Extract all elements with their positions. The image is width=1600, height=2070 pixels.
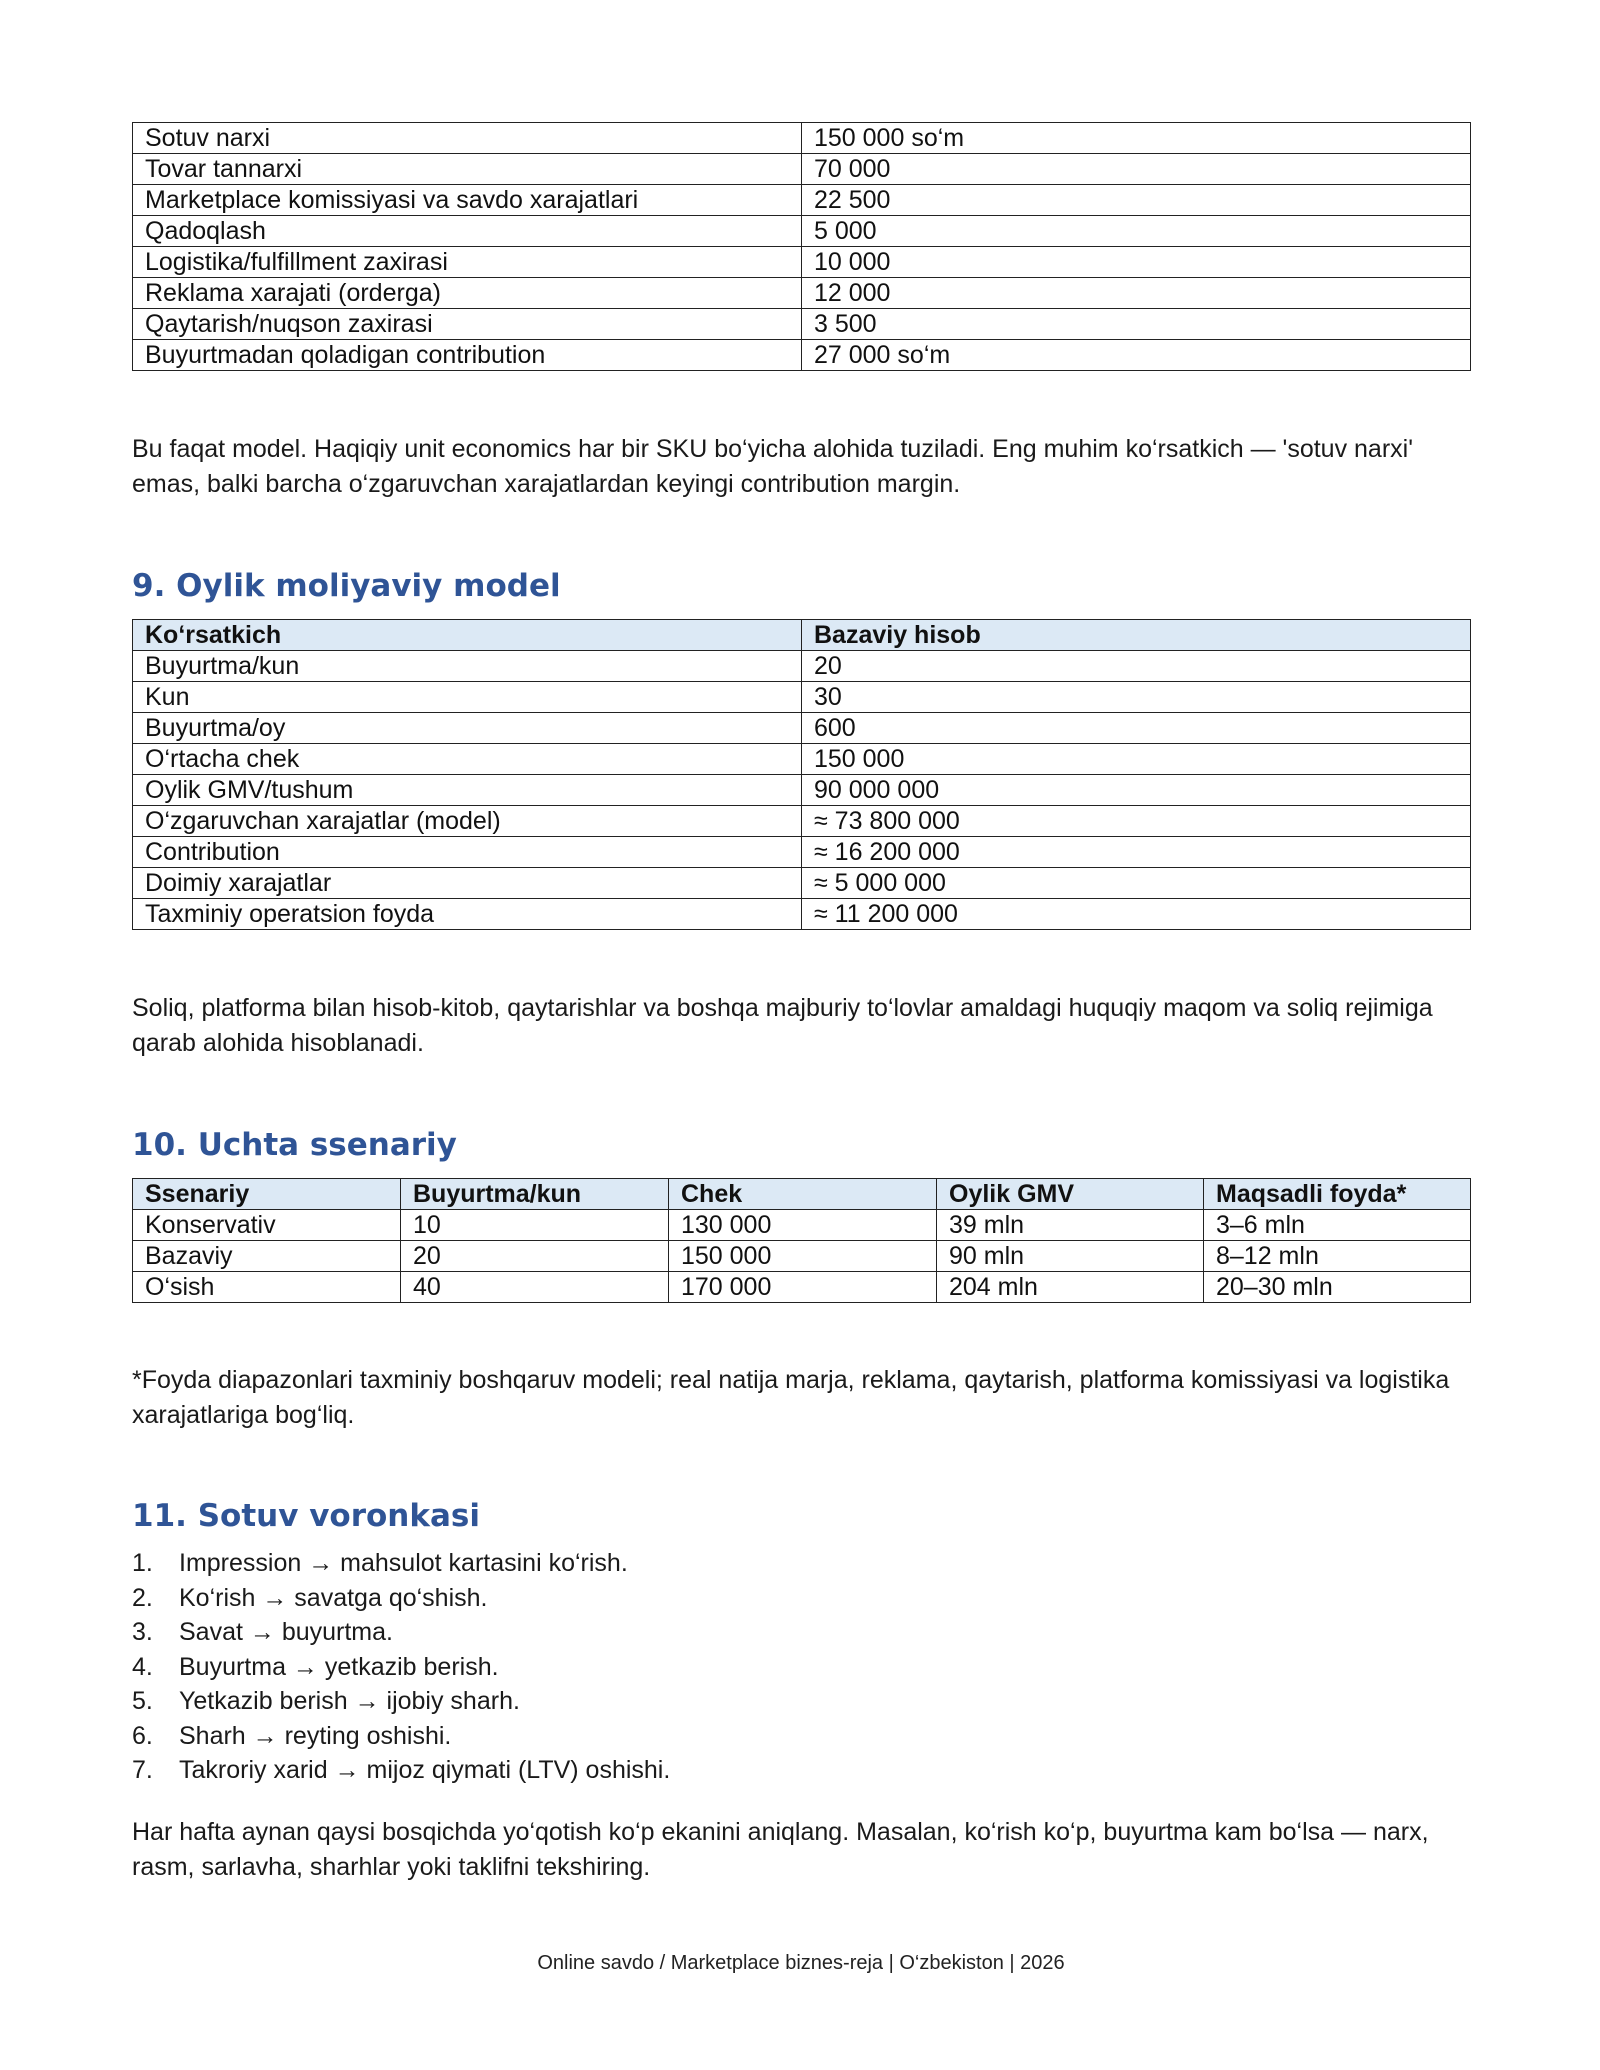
column-header: Maqsadli foyda* xyxy=(1204,1179,1471,1210)
table-cell: Bazaviy xyxy=(133,1241,401,1272)
list-number: 2. xyxy=(132,1583,153,1612)
table-header-row xyxy=(133,620,1471,651)
table-cell: 40 xyxy=(401,1272,669,1303)
table-cell: 20–30 mln xyxy=(1204,1272,1471,1303)
table-row xyxy=(133,651,1471,682)
list-text: Buyurtma → yetkazib berish. xyxy=(179,1652,499,1681)
tax-note: Soliq, platforma bilan hisob-kitob, qaytarishlar va boshqa majburiy to‘lovlar amaldagi huquqiy maqom va soliq rejimiga qarab alohida hisoblanadi. xyxy=(132,994,1433,1057)
table-cell: ≈ 5 000 000 xyxy=(802,868,1471,899)
table-cell: 10 000 xyxy=(802,247,1471,278)
column-header: Oylik GMV xyxy=(937,1179,1204,1210)
list-text: Impression → mahsulot kartasini ko‘rish. xyxy=(179,1549,628,1577)
list-text: Takroriy xarid → mijoz qiymati (LTV) oshishi. xyxy=(179,1756,671,1784)
table-cell: Doimiy xarajatlar xyxy=(133,868,802,899)
monthly-financial-table xyxy=(132,619,1471,930)
list-number: 7. xyxy=(132,1756,153,1784)
list-item xyxy=(132,1546,670,1581)
table-cell: 90 mln xyxy=(937,1241,1204,1272)
table-row xyxy=(133,216,1471,247)
table-cell: 27 000 so‘m xyxy=(802,340,1471,371)
table-row xyxy=(133,682,1471,713)
column-header: Buyurtma/kun xyxy=(401,1179,669,1210)
section-11-title: 11. Sotuv voronkasi xyxy=(132,1498,480,1534)
table-cell: Buyurtma/oy xyxy=(133,713,802,744)
table-cell: Tovar tannarxi xyxy=(133,154,802,185)
table-cell: O‘rtacha chek xyxy=(133,744,802,775)
table-row xyxy=(133,247,1471,278)
table-cell: 39 mln xyxy=(937,1210,1204,1241)
list-number: 5. xyxy=(132,1687,153,1715)
column-header: Bazaviy hisob xyxy=(802,620,1471,651)
table-cell: Buyurtmadan qoladigan contribution xyxy=(133,340,802,371)
profit-range-note: *Foyda diapazonlari taxminiy boshqaruv modeli; real natija marja, reklama, qaytarish, platforma komissiyasi va logistika xarajatlariga bog‘liq. xyxy=(132,1366,1450,1429)
table-row xyxy=(133,1241,1471,1272)
table-row xyxy=(133,868,1471,899)
table-cell: O‘zgaruvchan xarajatlar (model) xyxy=(133,806,802,837)
list-number: 3. xyxy=(132,1618,153,1646)
list-text: Savat → buyurtma. xyxy=(179,1618,393,1646)
table-row xyxy=(133,899,1471,930)
table-cell: 20 xyxy=(802,651,1471,682)
list-item xyxy=(132,1615,670,1650)
table-cell: 12 000 xyxy=(802,278,1471,309)
table-row xyxy=(133,744,1471,775)
unit-economics-note: Bu faqat model. Haqiqiy unit economics har bir SKU bo‘yicha alohida tuziladi. Eng muhim ko‘rsatkich — 'sotuv narxi' emas, balki barcha o‘zgaruvchan xarajatlardan keyingi contribution margin. xyxy=(132,435,1413,498)
table-cell: Kun xyxy=(133,682,802,713)
table-cell: Konservativ xyxy=(133,1210,401,1241)
table-cell: Taxminiy operatsion foyda xyxy=(133,899,802,930)
scenarios-table xyxy=(132,1178,1471,1303)
table-cell: 170 000 xyxy=(669,1272,937,1303)
table-row xyxy=(133,154,1471,185)
table-cell: 3 500 xyxy=(802,309,1471,340)
table-row xyxy=(133,340,1471,371)
table-cell: 150 000 xyxy=(802,744,1471,775)
table-cell: 8–12 mln xyxy=(1204,1241,1471,1272)
table-row xyxy=(133,278,1471,309)
table-cell: 204 mln xyxy=(937,1272,1204,1303)
table-row xyxy=(133,185,1471,216)
table-cell: ≈ 11 200 000 xyxy=(802,899,1471,930)
table-cell: Buyurtma/kun xyxy=(133,651,802,682)
table-cell: 5 000 xyxy=(802,216,1471,247)
table-row xyxy=(133,806,1471,837)
table-row xyxy=(133,309,1471,340)
column-header: Ko‘rsatkich xyxy=(133,620,802,651)
table-cell: 30 xyxy=(802,682,1471,713)
table-cell: Oylik GMV/tushum xyxy=(133,775,802,806)
table-cell: 90 000 000 xyxy=(802,775,1471,806)
table-row xyxy=(133,775,1471,806)
list-item xyxy=(132,1650,670,1685)
table-cell: Sotuv narxi xyxy=(133,123,802,154)
table-cell: O‘sish xyxy=(133,1272,401,1303)
table-cell: 22 500 xyxy=(802,185,1471,216)
list-number: 1. xyxy=(132,1549,153,1577)
table-row xyxy=(133,123,1471,154)
funnel-note: Har hafta aynan qaysi bosqichda yo‘qotish ko‘p ekanini aniqlang. Masalan, ko‘rish ko‘p, buyurtma kam bo‘lsa — narx, rasm, sarlavha, sharhlar yoki taklifni tekshiring. xyxy=(132,1818,1429,1881)
table-cell: 150 000 xyxy=(669,1241,937,1272)
table-cell: Contribution xyxy=(133,837,802,868)
table-cell: 70 000 xyxy=(802,154,1471,185)
list-item xyxy=(132,1581,670,1616)
section-9-title: 9. Oylik moliyaviy model xyxy=(132,568,561,604)
table-row xyxy=(133,713,1471,744)
sales-funnel-list xyxy=(132,1546,670,1788)
section-10-title: 10. Uchta ssenariy xyxy=(132,1127,457,1163)
table-cell: 3–6 mln xyxy=(1204,1210,1471,1241)
list-number: 4. xyxy=(132,1652,153,1681)
table-cell: 150 000 so‘m xyxy=(802,123,1471,154)
list-text: Ko‘rish → savatga qo‘shish. xyxy=(179,1583,488,1612)
table-cell: 20 xyxy=(401,1241,669,1272)
table-row xyxy=(133,1272,1471,1303)
table-cell: Qadoqlash xyxy=(133,216,802,247)
page-footer: Online savdo / Marketplace biznes-reja | O‘zbekiston | 2026 xyxy=(537,1952,1065,1974)
list-number: 6. xyxy=(132,1721,153,1750)
table-header-row xyxy=(133,1179,1471,1210)
table-cell: ≈ 16 200 000 xyxy=(802,837,1471,868)
list-text: Yetkazib berish → ijobiy sharh. xyxy=(179,1687,520,1715)
list-item xyxy=(132,1753,670,1788)
list-item xyxy=(132,1719,670,1754)
list-text: Sharh → reyting oshishi. xyxy=(179,1721,452,1750)
table-cell: Marketplace komissiyasi va savdo xarajatlari xyxy=(133,185,802,216)
table-cell: 10 xyxy=(401,1210,669,1241)
table-row xyxy=(133,1210,1471,1241)
table-cell: ≈ 73 800 000 xyxy=(802,806,1471,837)
table-cell: Reklama xarajati (orderga) xyxy=(133,278,802,309)
table-row xyxy=(133,837,1471,868)
table-cell: 130 000 xyxy=(669,1210,937,1241)
column-header: Ssenariy xyxy=(133,1179,401,1210)
list-item xyxy=(132,1684,670,1719)
unit-economics-table xyxy=(132,122,1471,371)
table-cell: 600 xyxy=(802,713,1471,744)
table-cell: Qaytarish/nuqson zaxirasi xyxy=(133,309,802,340)
column-header: Chek xyxy=(669,1179,937,1210)
table-cell: Logistika/fulfillment zaxirasi xyxy=(133,247,802,278)
